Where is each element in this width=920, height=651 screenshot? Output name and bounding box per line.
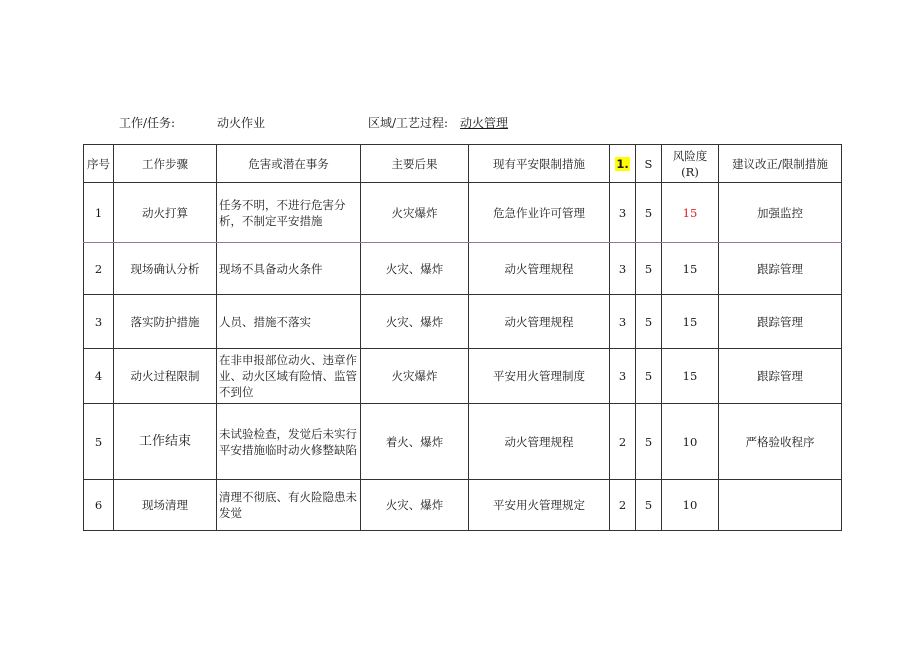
cell-hazard: 现场不具备动火条件 xyxy=(217,243,361,295)
cell-controls: 动火管理规程 xyxy=(469,404,610,480)
area-label: 区域/工艺过程: xyxy=(368,116,449,130)
cell-controls: 危急作业许可管理 xyxy=(469,183,610,243)
cell-suggestion: 跟踪管理 xyxy=(719,349,842,404)
table-row xyxy=(84,404,842,480)
col-header-step: 工作步骤 xyxy=(114,145,217,183)
cell-controls: 动火管理规程 xyxy=(469,243,610,295)
col-header-controls: 现有平安限制措施 xyxy=(469,145,610,183)
cell-controls: 动火管理规程 xyxy=(469,295,610,349)
cell-suggestion: 加强监控 xyxy=(719,183,842,243)
cell-risk: 15 xyxy=(662,183,719,243)
cell-hazard: 在非申报部位动火、违章作业、动火区域有险情、监管不到位 xyxy=(217,349,361,404)
area-value: 动火管理 xyxy=(460,116,509,130)
table-row xyxy=(84,480,842,531)
cell-s: 5 xyxy=(636,404,662,480)
cell-index: 1 xyxy=(84,183,114,243)
cell-index: 4 xyxy=(84,349,114,404)
col-header-hazard: 危害或潜在事务 xyxy=(217,145,361,183)
cell-consequence: 火灾、爆炸 xyxy=(361,295,469,349)
cell-index: 6 xyxy=(84,480,114,531)
cell-risk: 15 xyxy=(662,243,719,295)
table-row xyxy=(84,183,842,243)
col-header-l xyxy=(610,145,636,183)
cell-s: 5 xyxy=(636,349,662,404)
col-header-s: S xyxy=(636,145,662,183)
cell-controls: 平安用火管理规定 xyxy=(469,480,610,531)
cell-risk: 10 xyxy=(662,480,719,531)
risk-assessment-table xyxy=(83,144,842,531)
cell-step: 落实防护措施 xyxy=(114,295,217,349)
cell-risk: 15 xyxy=(662,349,719,404)
cell-risk: 15 xyxy=(662,295,719,349)
task-label: 工作/任务: xyxy=(119,116,176,130)
cell-consequence: 火灾、爆炸 xyxy=(361,243,469,295)
cell-hazard: 任务不明，不进行危害分析，不制定平安措施 xyxy=(217,183,361,243)
cell-step: 动火打算 xyxy=(114,183,217,243)
cell-consequence: 火灾爆炸 xyxy=(361,183,469,243)
cell-step: 现场确认分析 xyxy=(114,243,217,295)
cell-l: 2 xyxy=(610,404,636,480)
cell-s: 5 xyxy=(636,480,662,531)
cell-hazard: 人员、措施不落实 xyxy=(217,295,361,349)
cell-index: 3 xyxy=(84,295,114,349)
col-header-risk: 风险度(R) xyxy=(662,145,719,183)
cell-controls: 平安用火管理制度 xyxy=(469,349,610,404)
cell-l: 3 xyxy=(610,295,636,349)
cell-step: 动火过程限制 xyxy=(114,349,217,404)
cell-hazard: 清理不彻底、有火险隐患未发觉 xyxy=(217,480,361,531)
table-row xyxy=(84,349,842,404)
cell-l: 3 xyxy=(610,183,636,243)
cell-suggestion: 跟踪管理 xyxy=(719,243,842,295)
cell-hazard: 未试验检查，发觉后未实行平安措施临时动火修整缺陷 xyxy=(217,404,361,480)
col-header-consequence: 主要后果 xyxy=(361,145,469,183)
cell-step: 现场清理 xyxy=(114,480,217,531)
cell-step: 工作结束 xyxy=(114,404,217,480)
cell-risk: 10 xyxy=(662,404,719,480)
cell-consequence: 着火、爆炸 xyxy=(361,404,469,480)
col-header-index: 序号 xyxy=(84,145,114,183)
cell-s: 5 xyxy=(636,183,662,243)
document-header xyxy=(0,112,920,132)
table-row xyxy=(84,243,842,295)
col-header-suggestion: 建议改正/限制措施 xyxy=(719,145,842,183)
cell-consequence: 火灾爆炸 xyxy=(361,349,469,404)
cell-consequence: 火灾、爆炸 xyxy=(361,480,469,531)
table-header-row xyxy=(84,145,842,183)
cell-suggestion: 跟踪管理 xyxy=(719,295,842,349)
cell-l: 2 xyxy=(610,480,636,531)
cell-l: 3 xyxy=(610,243,636,295)
col-header-l-text: 1. xyxy=(616,156,629,171)
cell-s: 5 xyxy=(636,243,662,295)
table-row xyxy=(84,295,842,349)
cell-suggestion xyxy=(719,480,842,531)
cell-l: 3 xyxy=(610,349,636,404)
cell-index: 2 xyxy=(84,243,114,295)
task-value: 动火作业 xyxy=(217,116,266,130)
cell-s: 5 xyxy=(636,295,662,349)
cell-suggestion: 严格验收程序 xyxy=(719,404,842,480)
cell-index: 5 xyxy=(84,404,114,480)
